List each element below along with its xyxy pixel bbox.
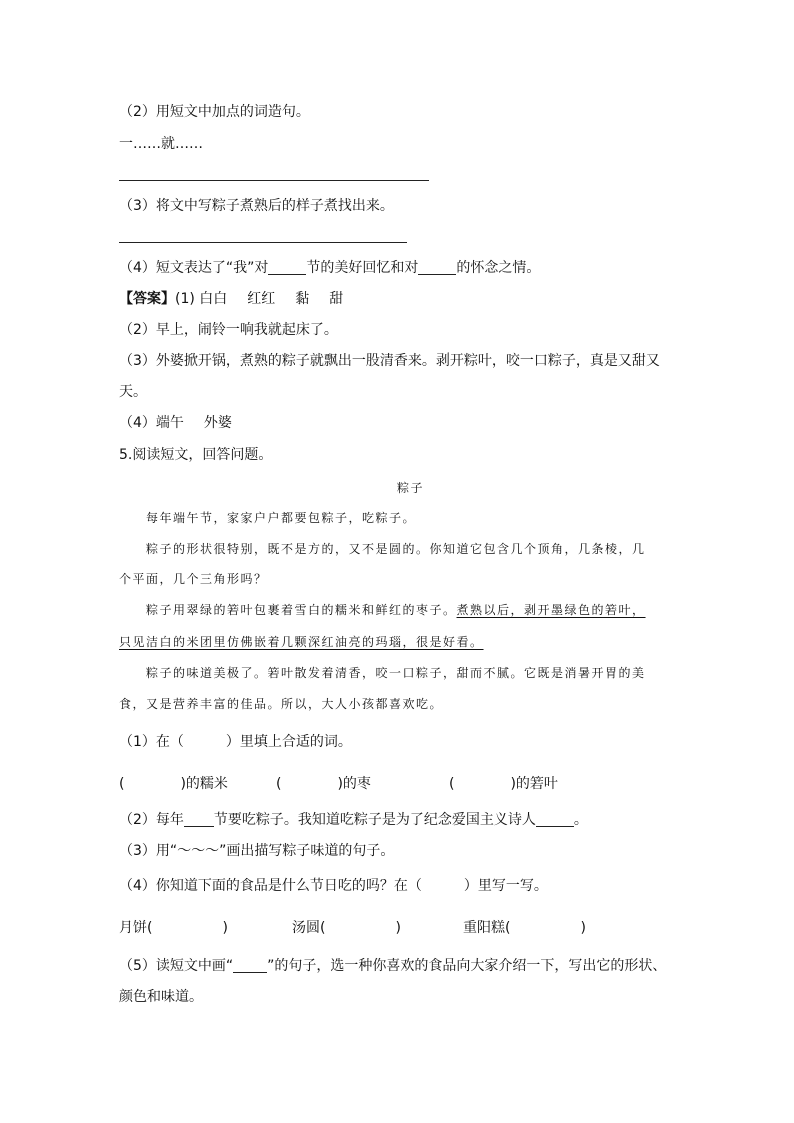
q5-title: 5.阅读短文，回答问题。 bbox=[119, 447, 273, 463]
passage-p1: 每年端午节，家家户户都要包粽子，吃粽子。 bbox=[146, 511, 417, 525]
passage-p3a bbox=[146, 600, 646, 620]
s2-text-a: （2）每年 bbox=[119, 812, 184, 828]
passage-p2b: 个平面，几个三角形吗？ bbox=[119, 572, 268, 586]
s4-item-1: 月饼( ) bbox=[119, 920, 228, 936]
passage-p4b: 食，又是营养丰富的佳品。所以，大人小孩都喜欢吃。 bbox=[119, 697, 444, 711]
q3-prompt: （3）将文中写粽子煮熟后的样子煮找出来。 bbox=[119, 198, 394, 214]
s4-item-2: 汤圆( ) bbox=[292, 920, 401, 936]
answer-3b: 天。 bbox=[119, 384, 147, 400]
answer-1 bbox=[119, 289, 343, 309]
s2-blank-2 bbox=[536, 812, 574, 827]
s5-blank bbox=[233, 958, 267, 973]
passage-p4a: 粽子的味道美极了。箬叶散发着清香，咬一口粽子，甜而不腻。它既是消暑开胃的美 bbox=[146, 666, 646, 680]
q2-pattern: 一……就…… bbox=[119, 136, 203, 152]
q4-text-a: （4）短文表达了“我”对 bbox=[119, 260, 269, 276]
s2-blank-1 bbox=[184, 812, 214, 827]
q2-prompt: （2）用短文中加点的词造句。 bbox=[119, 104, 310, 120]
s5-prompt-cont: 颜色和味道。 bbox=[119, 989, 203, 1005]
s2-text-c: 。 bbox=[573, 812, 588, 828]
passage-p3a-text: 粽子用翠绿的箬叶包裹着雪白的糯米和鲜红的枣子。 bbox=[146, 603, 457, 617]
answer-3a: （3）外婆掀开锅，煮熟的粽子就飘出一股清香来。剥开粽叶，咬一口粽子，真是又甜又 bbox=[119, 353, 660, 369]
s3-prompt: （3）用“～～～”画出描写粽子味道的句子。 bbox=[119, 843, 395, 859]
q4-text-c: 的怀念之情。 bbox=[456, 260, 541, 276]
answer-1-a: (1) 白白 bbox=[175, 291, 228, 307]
s1-prompt: （1）在（ ）里填上合适的词。 bbox=[119, 734, 352, 750]
passage-p2a: 粽子的形状很特别，既不是方的，又不是圆的。你知道它包含几个顶角，几条棱，几 bbox=[146, 542, 646, 556]
passage-p3b: 只见洁白的米团里仿佛嵌着几颗深红油亮的玛瑙，很是好看。 bbox=[119, 635, 484, 649]
answer-1-d: 甜 bbox=[329, 291, 344, 307]
answer-1-b: 红红 bbox=[247, 291, 276, 307]
s5-prompt bbox=[119, 956, 666, 976]
answer-4-b: 外婆 bbox=[203, 415, 232, 431]
s2-prompt bbox=[119, 810, 588, 830]
s4-item-3: 重阳糕( ) bbox=[463, 920, 586, 936]
q3-answer-line bbox=[119, 242, 407, 243]
q4-blank-1 bbox=[268, 260, 306, 275]
answer-2: （2）早上，闹铃一响我就起床了。 bbox=[119, 322, 338, 338]
passage-title: 粽子 bbox=[397, 481, 425, 495]
q4-text-b: 节的美好回忆和对 bbox=[306, 260, 419, 276]
s1-item-2: ( )的枣 bbox=[276, 776, 371, 792]
q4-prompt bbox=[119, 258, 540, 278]
s2-text-b: 节要吃粽子。我知道吃粽子是为了纪念爱国主义诗人 bbox=[213, 812, 536, 828]
answer-tag: 【答案】 bbox=[119, 291, 175, 307]
answer-4 bbox=[119, 413, 232, 433]
q4-blank-2 bbox=[418, 260, 456, 275]
s4-prompt: （4）你知道下面的食品是什么节日吃的吗？在（ ）里写一写。 bbox=[119, 878, 548, 894]
s1-item-3: ( )的箬叶 bbox=[449, 776, 558, 792]
s5-text-a: （5）读短文中画“ bbox=[119, 958, 234, 974]
answer-4-a: （4）端午 bbox=[119, 415, 184, 431]
s5-text-b: ”的句子，选一种你喜欢的食品向大家介绍一下，写出它的形状、 bbox=[267, 958, 667, 974]
s1-item-1: ( )的糯米 bbox=[119, 776, 228, 792]
answer-1-c: 黏 bbox=[295, 291, 310, 307]
q2-answer-line bbox=[119, 180, 429, 181]
passage-p3a-underlined: 煮熟以后，剥开墨绿色的箬叶， bbox=[456, 603, 646, 617]
